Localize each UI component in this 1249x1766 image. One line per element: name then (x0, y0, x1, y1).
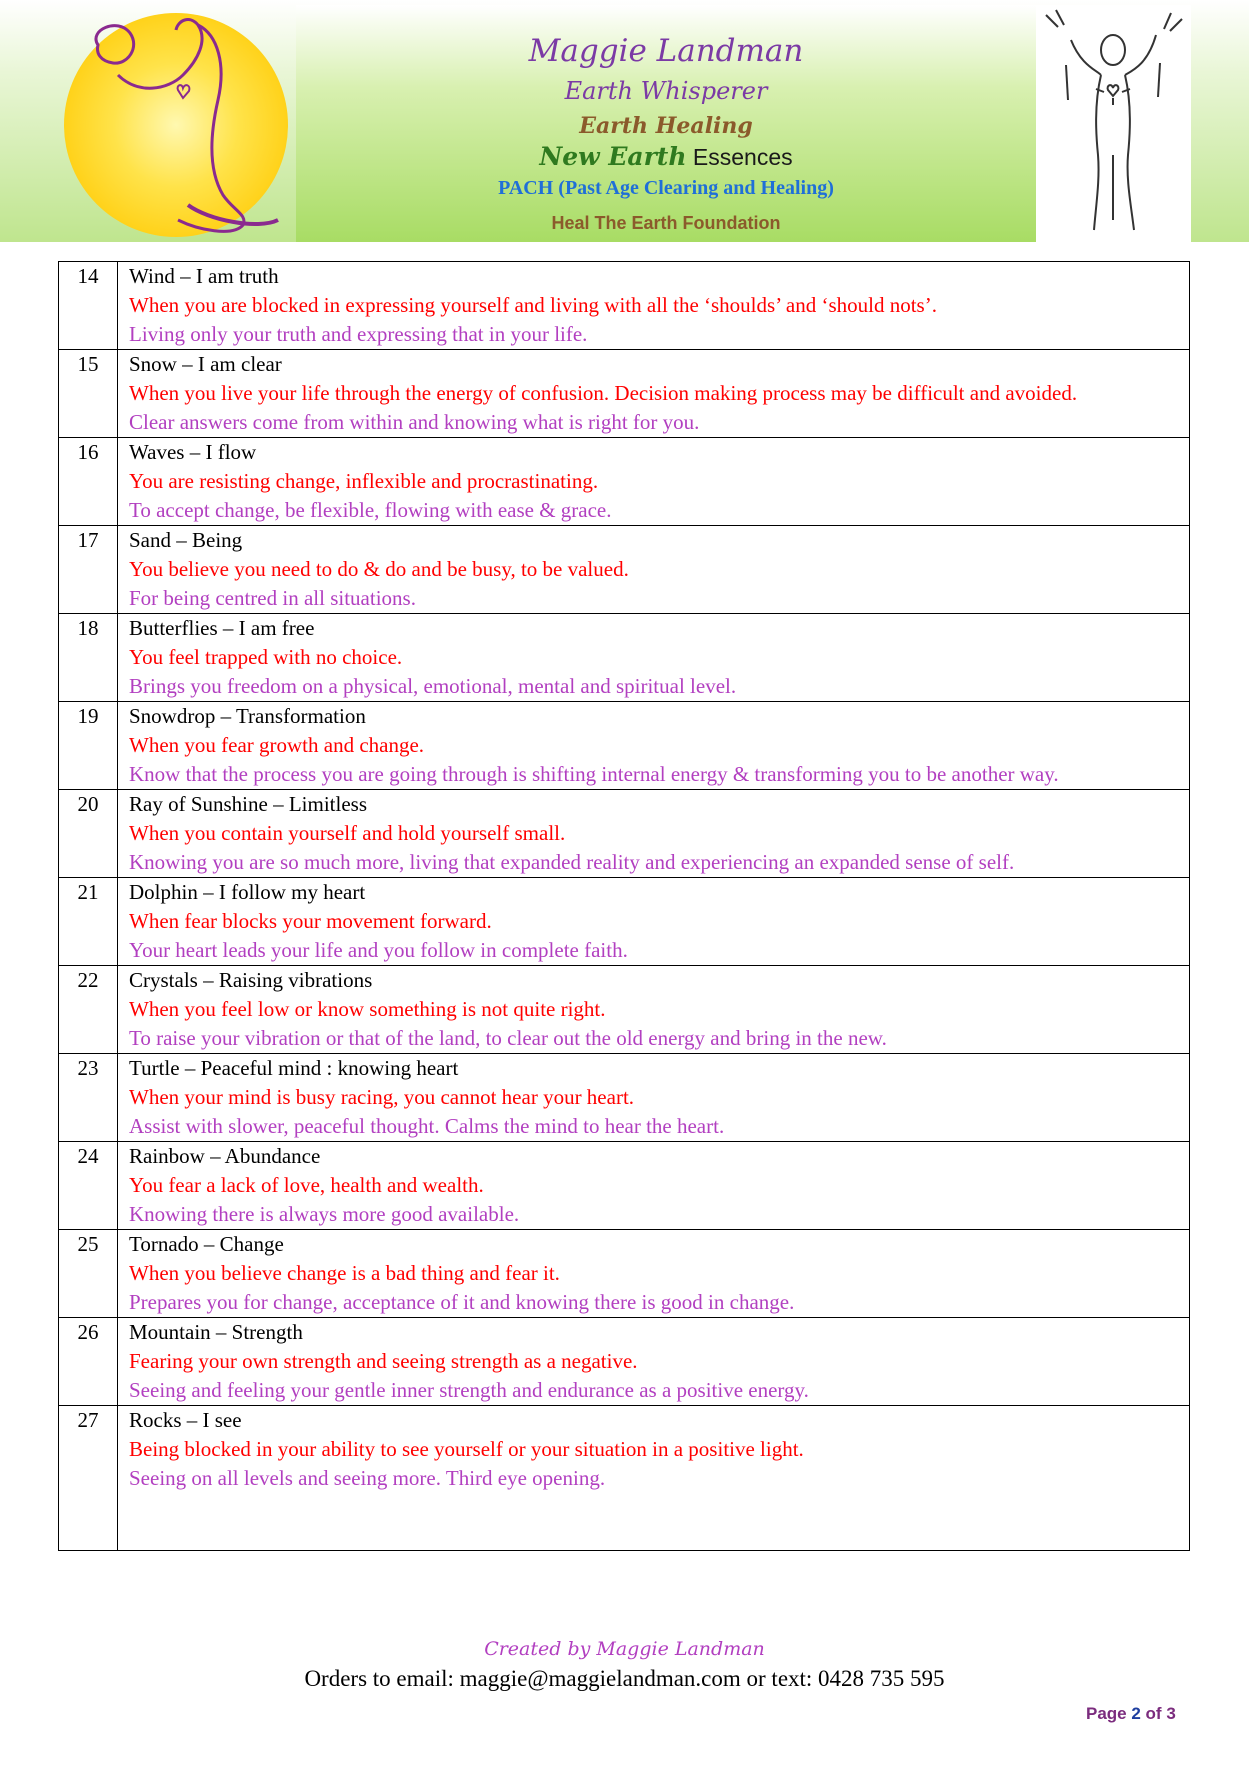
essence-healing: Your heart leads your life and you follow in complete faith. (129, 938, 628, 962)
table-row (59, 526, 1190, 614)
table-row (59, 262, 1190, 350)
table-row (59, 1142, 1190, 1230)
table-row (59, 1230, 1190, 1318)
table-row (59, 614, 1190, 702)
essence-number: 14 (59, 262, 118, 350)
essence-title: Snowdrop – Transformation (129, 704, 366, 728)
essence-description (118, 1142, 1190, 1230)
essence-description (118, 262, 1190, 350)
page-number (1086, 1704, 1176, 1724)
essence-number: 15 (59, 350, 118, 438)
header-pach: PACH (Past Age Clearing and Healing) (498, 177, 834, 199)
table-row (59, 1406, 1190, 1551)
essence-healing: Clear answers come from within and knowing what is right for you. (129, 410, 700, 434)
essence-healing: Prepares you for change, acceptance of it and knowing there is good in change. (129, 1290, 795, 1314)
essence-healing: Assist with slower, peaceful thought. Calms the mind to hear the heart. (129, 1114, 725, 1138)
essence-number: 20 (59, 790, 118, 878)
table-row (59, 1318, 1190, 1406)
essence-number: 22 (59, 966, 118, 1054)
essence-number: 24 (59, 1142, 118, 1230)
essence-healing: For being centred in all situations. (129, 586, 416, 610)
sun-embrace-illustration (58, 5, 294, 242)
header-foundation: Heal The Earth Foundation (551, 213, 781, 233)
essence-number: 25 (59, 1230, 118, 1318)
essence-description (118, 790, 1190, 878)
footer-orders-contact: Orders to email: maggie@maggielandman.com or text: 0428 735 595 (304, 1666, 945, 1691)
essence-imbalance: When you are blocked in expressing yourself and living with all the ‘shoulds’ and ‘should nots’. (129, 293, 937, 317)
essence-imbalance: You believe you need to do & do and be busy, to be valued. (129, 557, 629, 581)
essence-number: 27 (59, 1406, 118, 1551)
essence-healing: To accept change, be flexible, flowing with ease & grace. (129, 498, 612, 522)
essences-table (58, 261, 1190, 1551)
essence-imbalance: Fearing your own strength and seeing strength as a negative. (129, 1349, 638, 1373)
essence-title: Ray of Sunshine – Limitless (129, 792, 367, 816)
essences-label: Essences (686, 144, 793, 170)
essence-imbalance: When you contain yourself and hold yourself small. (129, 821, 566, 845)
essence-imbalance: You are resisting change, inflexible and procrastinating. (129, 469, 599, 493)
essence-imbalance: When fear blocks your movement forward. (129, 909, 492, 933)
essence-healing: Knowing there is always more good available. (129, 1202, 520, 1226)
essence-number: 23 (59, 1054, 118, 1142)
essence-title: Turtle – Peaceful mind : knowing heart (129, 1056, 459, 1080)
author-name: Maggie Landman (528, 33, 804, 69)
essence-imbalance: When you fear growth and change. (129, 733, 425, 757)
essence-healing: Know that the process you are going through is shifting internal energy & transforming you to be another way. (129, 762, 1059, 786)
essence-description (118, 526, 1190, 614)
essence-imbalance: When you live your life through the energy of confusion. Decision making process may be difficult and avoided. (129, 381, 1078, 405)
essence-description (118, 966, 1190, 1054)
footer-created-by: Created by Maggie Landman (484, 1638, 765, 1660)
essence-title: Snow – I am clear (129, 352, 282, 376)
page-current: 2 (1131, 1704, 1141, 1723)
table-row (59, 966, 1190, 1054)
essence-description (118, 878, 1190, 966)
essence-number: 18 (59, 614, 118, 702)
essence-imbalance: When you feel low or know something is not quite right. (129, 997, 606, 1021)
table-row (59, 350, 1190, 438)
essence-description (118, 614, 1190, 702)
header-earth-healing: Earth Healing (579, 113, 753, 139)
essence-imbalance: You feel trapped with no choice. (129, 645, 403, 669)
essence-healing: Brings you freedom on a physical, emotional, mental and spiritual level. (129, 674, 737, 698)
essence-title: Mountain – Strength (129, 1320, 303, 1344)
essence-healing: To raise your vibration or that of the land, to clear out the old energy and bring in the new. (129, 1026, 887, 1050)
essence-healing: Seeing on all levels and seeing more. Third eye opening. (129, 1466, 606, 1490)
essence-imbalance: When your mind is busy racing, you cannot hear your heart. (129, 1085, 635, 1109)
essence-number: 21 (59, 878, 118, 966)
figure-sketch-illustration (1036, 5, 1191, 242)
essence-title: Waves – I flow (129, 440, 257, 464)
essence-title: Wind – I am truth (129, 264, 279, 288)
essence-healing: Knowing you are so much more, living that expanded reality and experiencing an expanded sense of self. (129, 850, 1015, 874)
page-suffix: of 3 (1140, 1704, 1176, 1723)
essence-description (118, 1406, 1190, 1551)
new-earth-label: New Earth (539, 142, 687, 171)
essence-title: Rainbow – Abundance (129, 1144, 321, 1168)
essence-number: 19 (59, 702, 118, 790)
essence-imbalance: Being blocked in your ability to see yourself or your situation in a positive light. (129, 1437, 804, 1461)
essence-description (118, 1054, 1190, 1142)
page-prefix: Page (1086, 1704, 1132, 1723)
essence-number: 17 (59, 526, 118, 614)
essence-healing: Living only your truth and expressing that in your life. (129, 322, 588, 346)
table-row (59, 1054, 1190, 1142)
essence-title: Sand – Being (129, 528, 243, 552)
essence-description (118, 350, 1190, 438)
essence-description (118, 1230, 1190, 1318)
essence-description (118, 702, 1190, 790)
table-row (59, 878, 1190, 966)
essence-number: 26 (59, 1318, 118, 1406)
essence-imbalance: You fear a lack of love, health and wealth. (129, 1173, 484, 1197)
essence-number: 16 (59, 438, 118, 526)
essence-healing: Seeing and feeling your gentle inner strength and endurance as a positive energy. (129, 1378, 809, 1402)
table-row (59, 790, 1190, 878)
essence-title: Tornado – Change (129, 1232, 284, 1256)
header-new-earth-essences (296, 142, 1036, 171)
essence-description (118, 1318, 1190, 1406)
essence-description (118, 438, 1190, 526)
essence-title: Crystals – Raising vibrations (129, 968, 373, 992)
essence-title: Butterflies – I am free (129, 616, 315, 640)
table-row (59, 438, 1190, 526)
essence-imbalance: When you believe change is a bad thing and fear it. (129, 1261, 560, 1285)
essence-title: Dolphin – I follow my heart (129, 880, 366, 904)
header-title-block (296, 5, 1036, 242)
table-row (59, 702, 1190, 790)
header-earth-whisperer: Earth Whisperer (564, 77, 768, 105)
essence-title: Rocks – I see (129, 1408, 242, 1432)
